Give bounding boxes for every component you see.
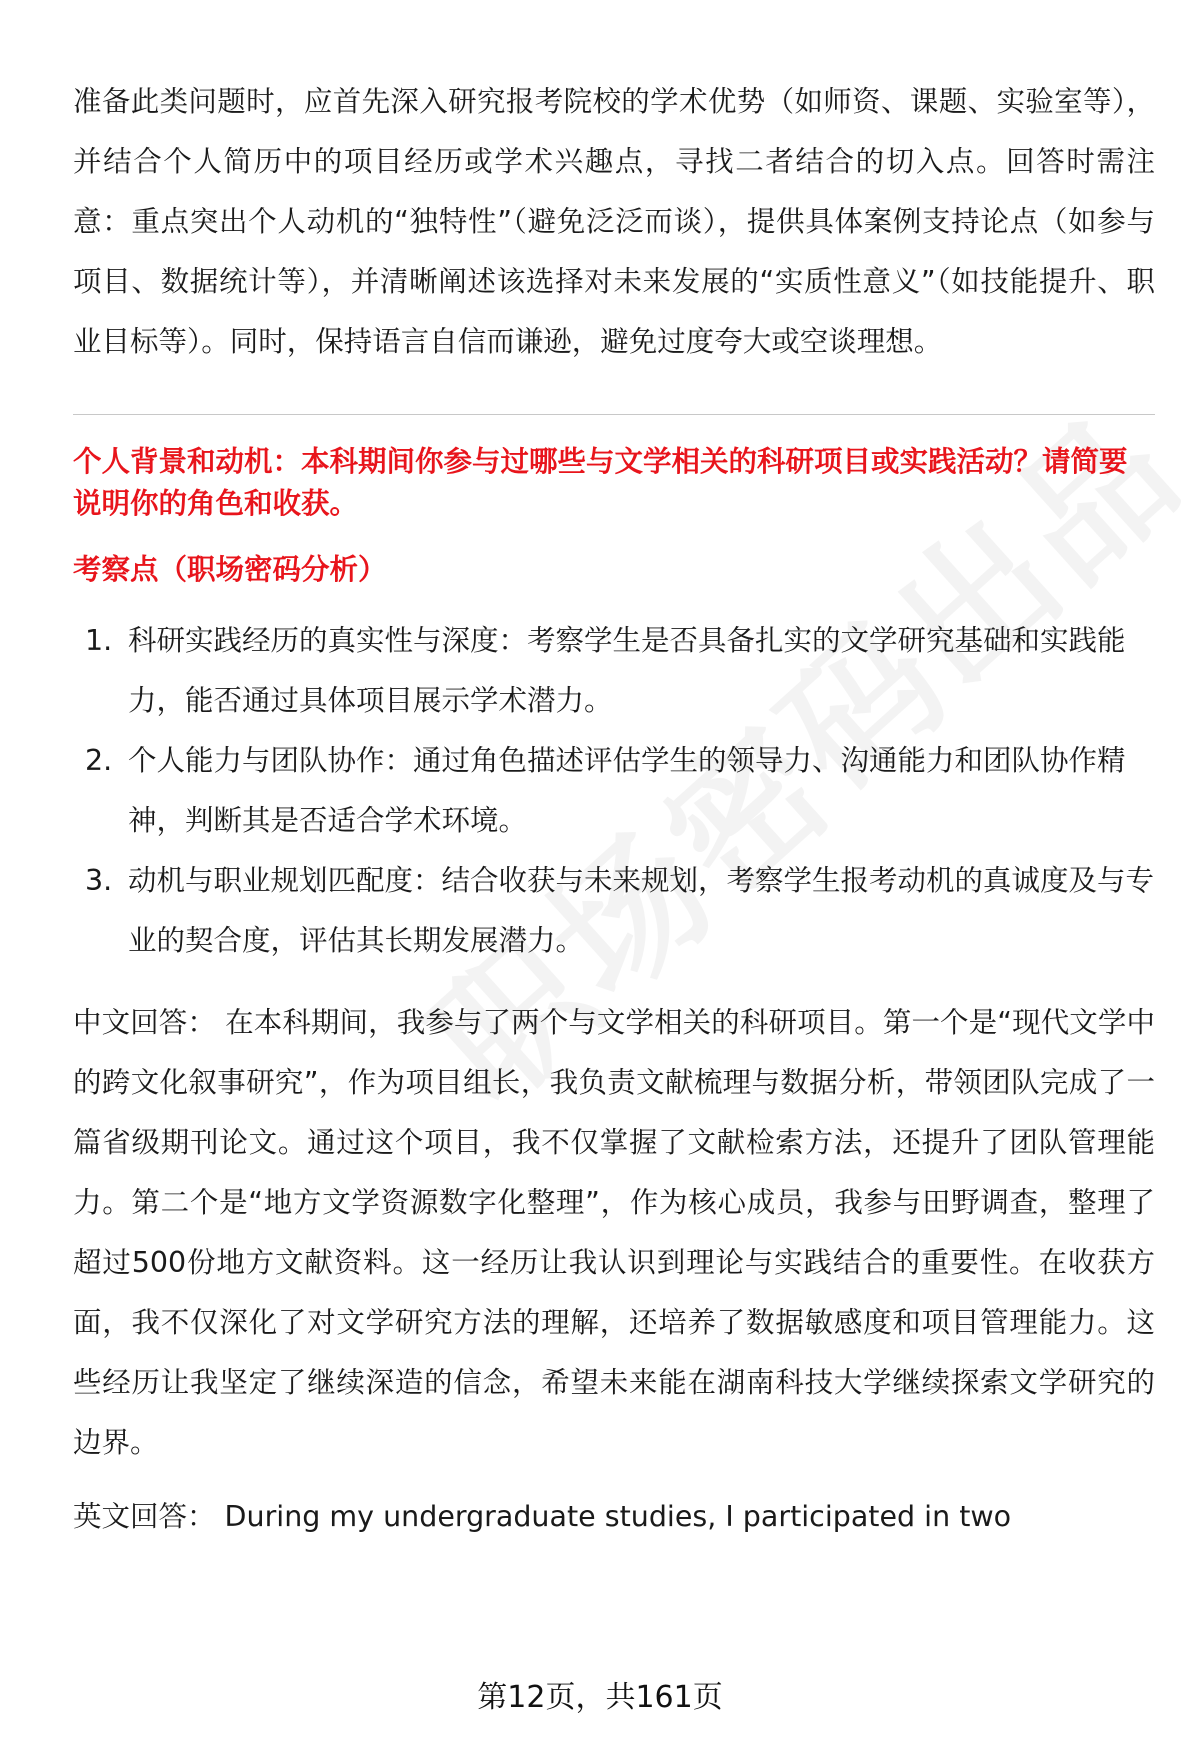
document-page (73, 72, 1155, 1547)
question-heading: 个人背景和动机：本科期间你参与过哪些与文学相关的科研项目或实践活动？请简要说明你的角色和收获。 (73, 445, 1128, 520)
list-item-text: 动机与职业规划匹配度：结合收获与未来规划，考察学生报考动机的真诚度及与专业的契合度，评估其长期发展潜力。 (128, 864, 1155, 957)
list-item-text: 个人能力与团队协作：通过角色描述评估学生的领导力、沟通能力和团队协作精神，判断其是否适合学术环境。 (128, 744, 1126, 837)
examination-points-list (73, 611, 1155, 971)
intro-paragraph: 准备此类问题时，应首先深入研究报考院校的学术优势（如师资、课题、实验室等），并结合个人简历中的项目经历或学术兴趣点，寻找二者结合的切入点。回答时需注意：重点突出个人动机的“独特性”（避免泛泛而谈），提供具体案例支持论点（如参与项目、数据统计等），并清晰阐述该选择对未来发展的“实质性意义”（如技能提升、职业目标等）。同时，保持语言自信而谦逊，避免过度夸大或空谈理想。 (73, 85, 1155, 358)
examination-heading: 考察点（职场密码分析） (73, 553, 387, 586)
chinese-answer: 中文回答： 在本科期间，我参与了两个与文学相关的科研项目。第一个是“现代文学中的跨文化叙事研究”，作为项目组长，我负责文献梳理与数据分析，带领团队完成了一篇省级期刊论文。通过这个项目，我不仅掌握了文献检索方法，还提升了团队管理能力。第二个是“地方文学资源数字化整理”，作为核心成员，我参与田野调查，整理了超过500份地方文献资料。这一经历让我认识到理论与实践结合的重要性。在收获方面，我不仅深化了对文学研究方法的理解，还培养了数据敏感度和项目管理能力。这些经历让我坚定了继续深造的信念，希望未来能在湖南科技大学继续探索文学研究的边界。 (73, 1006, 1155, 1459)
list-item (73, 611, 1155, 731)
list-item-number: 1. (85, 624, 113, 657)
list-item (73, 731, 1155, 851)
page-footer: 第12页，共161页 (477, 1680, 723, 1715)
english-answer: 英文回答： During my undergraduate studies, I participated in two (73, 1500, 1012, 1533)
list-item-number: 3. (85, 864, 113, 897)
section-divider (73, 414, 1155, 415)
list-item (73, 851, 1155, 971)
list-item-text: 科研实践经历的真实性与深度：考察学生是否具备扎实的文学研究基础和实践能力，能否通过具体项目展示学术潜力。 (128, 624, 1126, 717)
list-item-number: 2. (85, 744, 113, 777)
